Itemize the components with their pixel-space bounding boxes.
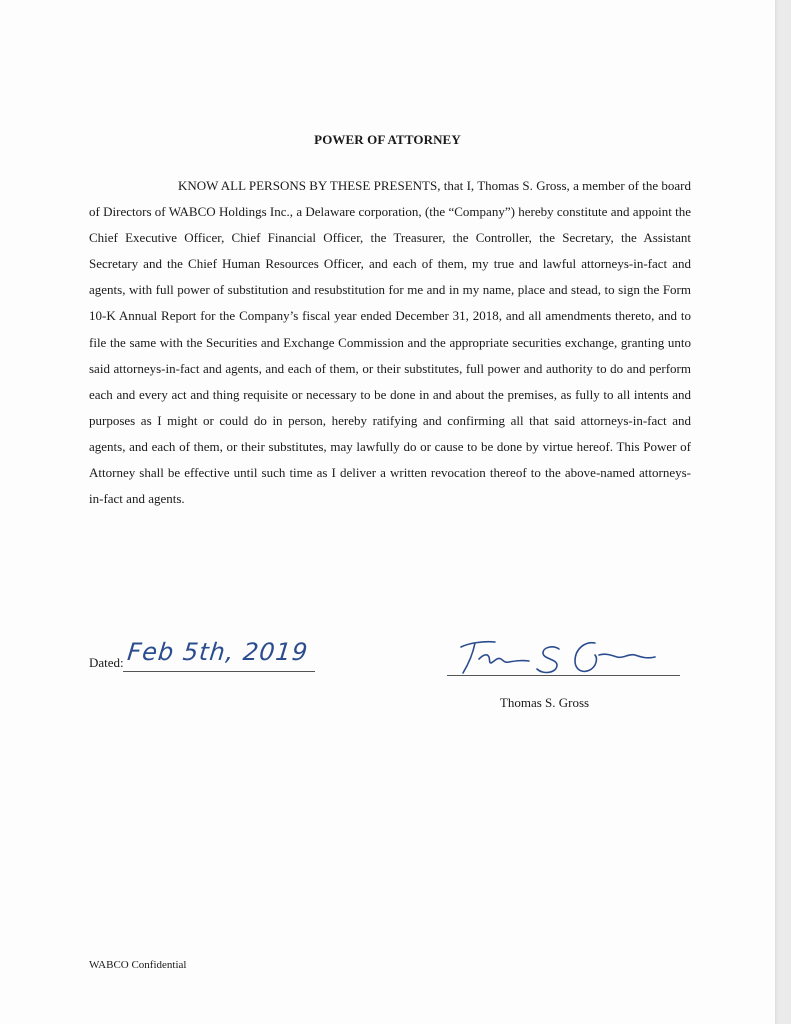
- document-title: POWER OF ATTORNEY: [314, 132, 461, 147]
- handwritten-signature: [449, 629, 679, 681]
- body-paragraph: KNOW ALL PERSONS BY THESE PRESENTS, that I, Thomas S. Gross, a member of the board of Directors of WABCO Holdings Inc., a Delaware corporation, (the “Company”) hereby constitute and appoint the Chief Executive Officer, Chief Financial Officer, the Treasurer, the Controller, the Secretary, the Assistant Secretary and the Chief Human Resources Officer, and each of them, my true and lawful attorneys-in-fact and agents, with full power of substitution and resubstitution for me and in my name, place and stead, to sign the Form 10-K Annual Report for the Company’s fiscal year ended December 31, 2018, and all amendments thereto, and to file the same with the Securities and Exchange Commission and the appropriate securities exchange, granting unto said attorneys-in-fact and agents, and each of them, or their substitutes, full power and authority to do and perform each and every act and thing requisite or necessary to be done in and about the premises, as fully to all intents and purposes as I might or could do in person, hereby ratifying and confirming all that said attorneys-in-fact and agents, and each of them, or their substitutes, may lawfully do or cause to be done by virtue hereof. This Power of Attorney shall be effective until such time as I deliver a written revocation thereof to the above-named attorneys-in-fact and agents.: [89, 178, 691, 507]
- date-line: [123, 671, 315, 672]
- signer-name: Thomas S. Gross: [499, 695, 590, 710]
- dated-label: Dated:: [89, 655, 124, 670]
- handwritten-date: Feb 5th, 2019: [126, 638, 310, 666]
- signature-line: [447, 675, 680, 676]
- signature-block: [447, 625, 680, 725]
- footer-confidential: WABCO Confidential: [89, 959, 187, 971]
